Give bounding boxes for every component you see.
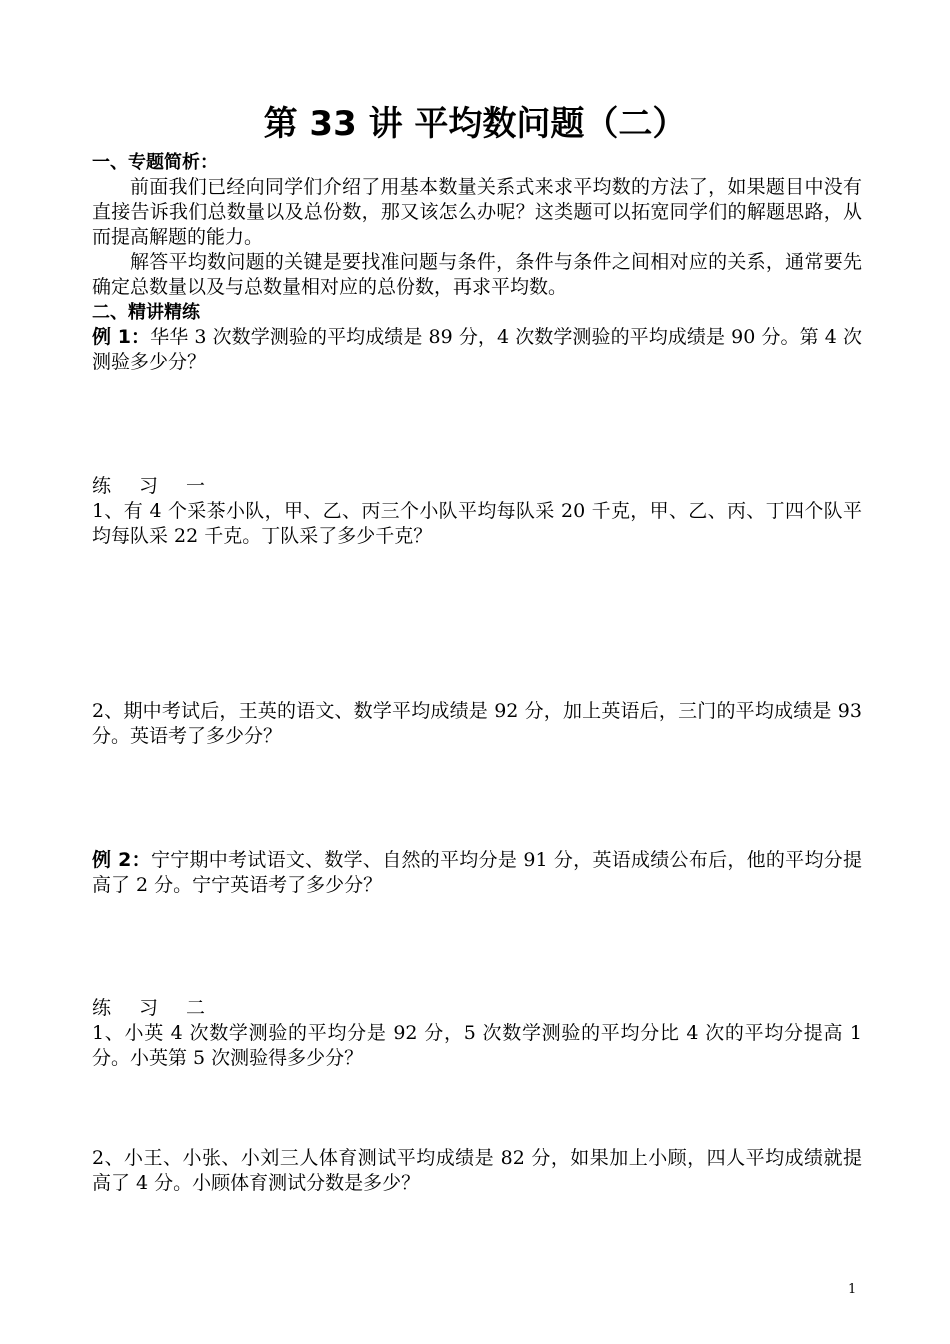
analysis-paragraph-2: 解答平均数问题的关键是要找准问题与条件，条件与条件之间相对应的关系，通常要先确定总数量以及与总数量相对应的总份数，再求平均数。 (92, 251, 862, 298)
practice-1-question-2: 2、期中考试后，王英的语文、数学平均成绩是 92 分，加上英语后，三门的平均成绩是 93 分。英语考了多少分？ (92, 700, 862, 747)
practice-2-char-3: 二 (186, 997, 206, 1019)
practice-2-question-2: 2、小王、小张、小刘三人体育测试平均成绩是 82 分，如果加上小顾，四人平均成绩就提高了 4 分。小顾体育测试分数是多少？ (92, 1147, 862, 1194)
practice-1-char-2: 习 (139, 475, 159, 497)
practice-1-heading (92, 474, 862, 499)
example-1 (92, 325, 862, 375)
analysis-paragraph-1: 前面我们已经向同学们介绍了用基本数量关系式来求平均数的方法了，如果题目中没有直接告诉我们总数量以及总份数，那又该怎么办呢？这类题可以拓宽同学们的解题思路，从而提高解题的能力。 (92, 176, 862, 248)
section-heading-analysis: 一、专题简析： (92, 152, 218, 173)
practice-2-question-1: 1、小英 4 次数学测验的平均分是 92 分，5 次数学测验的平均分比 4 次的平均分提高 1 分。小英第 5 次测验得多少分？ (92, 1022, 862, 1069)
example-2 (92, 848, 862, 898)
practice-2-char-2: 习 (139, 997, 159, 1019)
section-heading-practice: 二、精讲精练 (92, 302, 200, 323)
page-title: 第 33 讲 平均数问题（二） (263, 104, 687, 144)
practice-2-heading (92, 996, 862, 1021)
example-2-text: 宁宁期中考试语文、数学、自然的平均分是 91 分，英语成绩公布后，他的平均分提高了 2 分。宁宁英语考了多少分？ (92, 849, 862, 896)
practice-1-question-1: 1、有 4 个采茶小队，甲、乙、丙三个小队平均每队采 20 千克，甲、乙、丙、丁四个队平均每队采 22 千克。丁队采了多少千克？ (92, 500, 862, 547)
practice-1-char-3: 一 (186, 475, 206, 497)
page-number: 1 (848, 1282, 857, 1297)
example-2-label: 例 2： (92, 849, 151, 871)
example-1-label: 例 1： (92, 326, 151, 348)
practice-2-char-1: 练 (92, 997, 112, 1019)
example-1-text: 华华 3 次数学测验的平均成绩是 89 分，4 次数学测验的平均成绩是 90 分。第 4 次测验多少分？ (92, 326, 862, 373)
practice-1-char-1: 练 (92, 475, 112, 497)
